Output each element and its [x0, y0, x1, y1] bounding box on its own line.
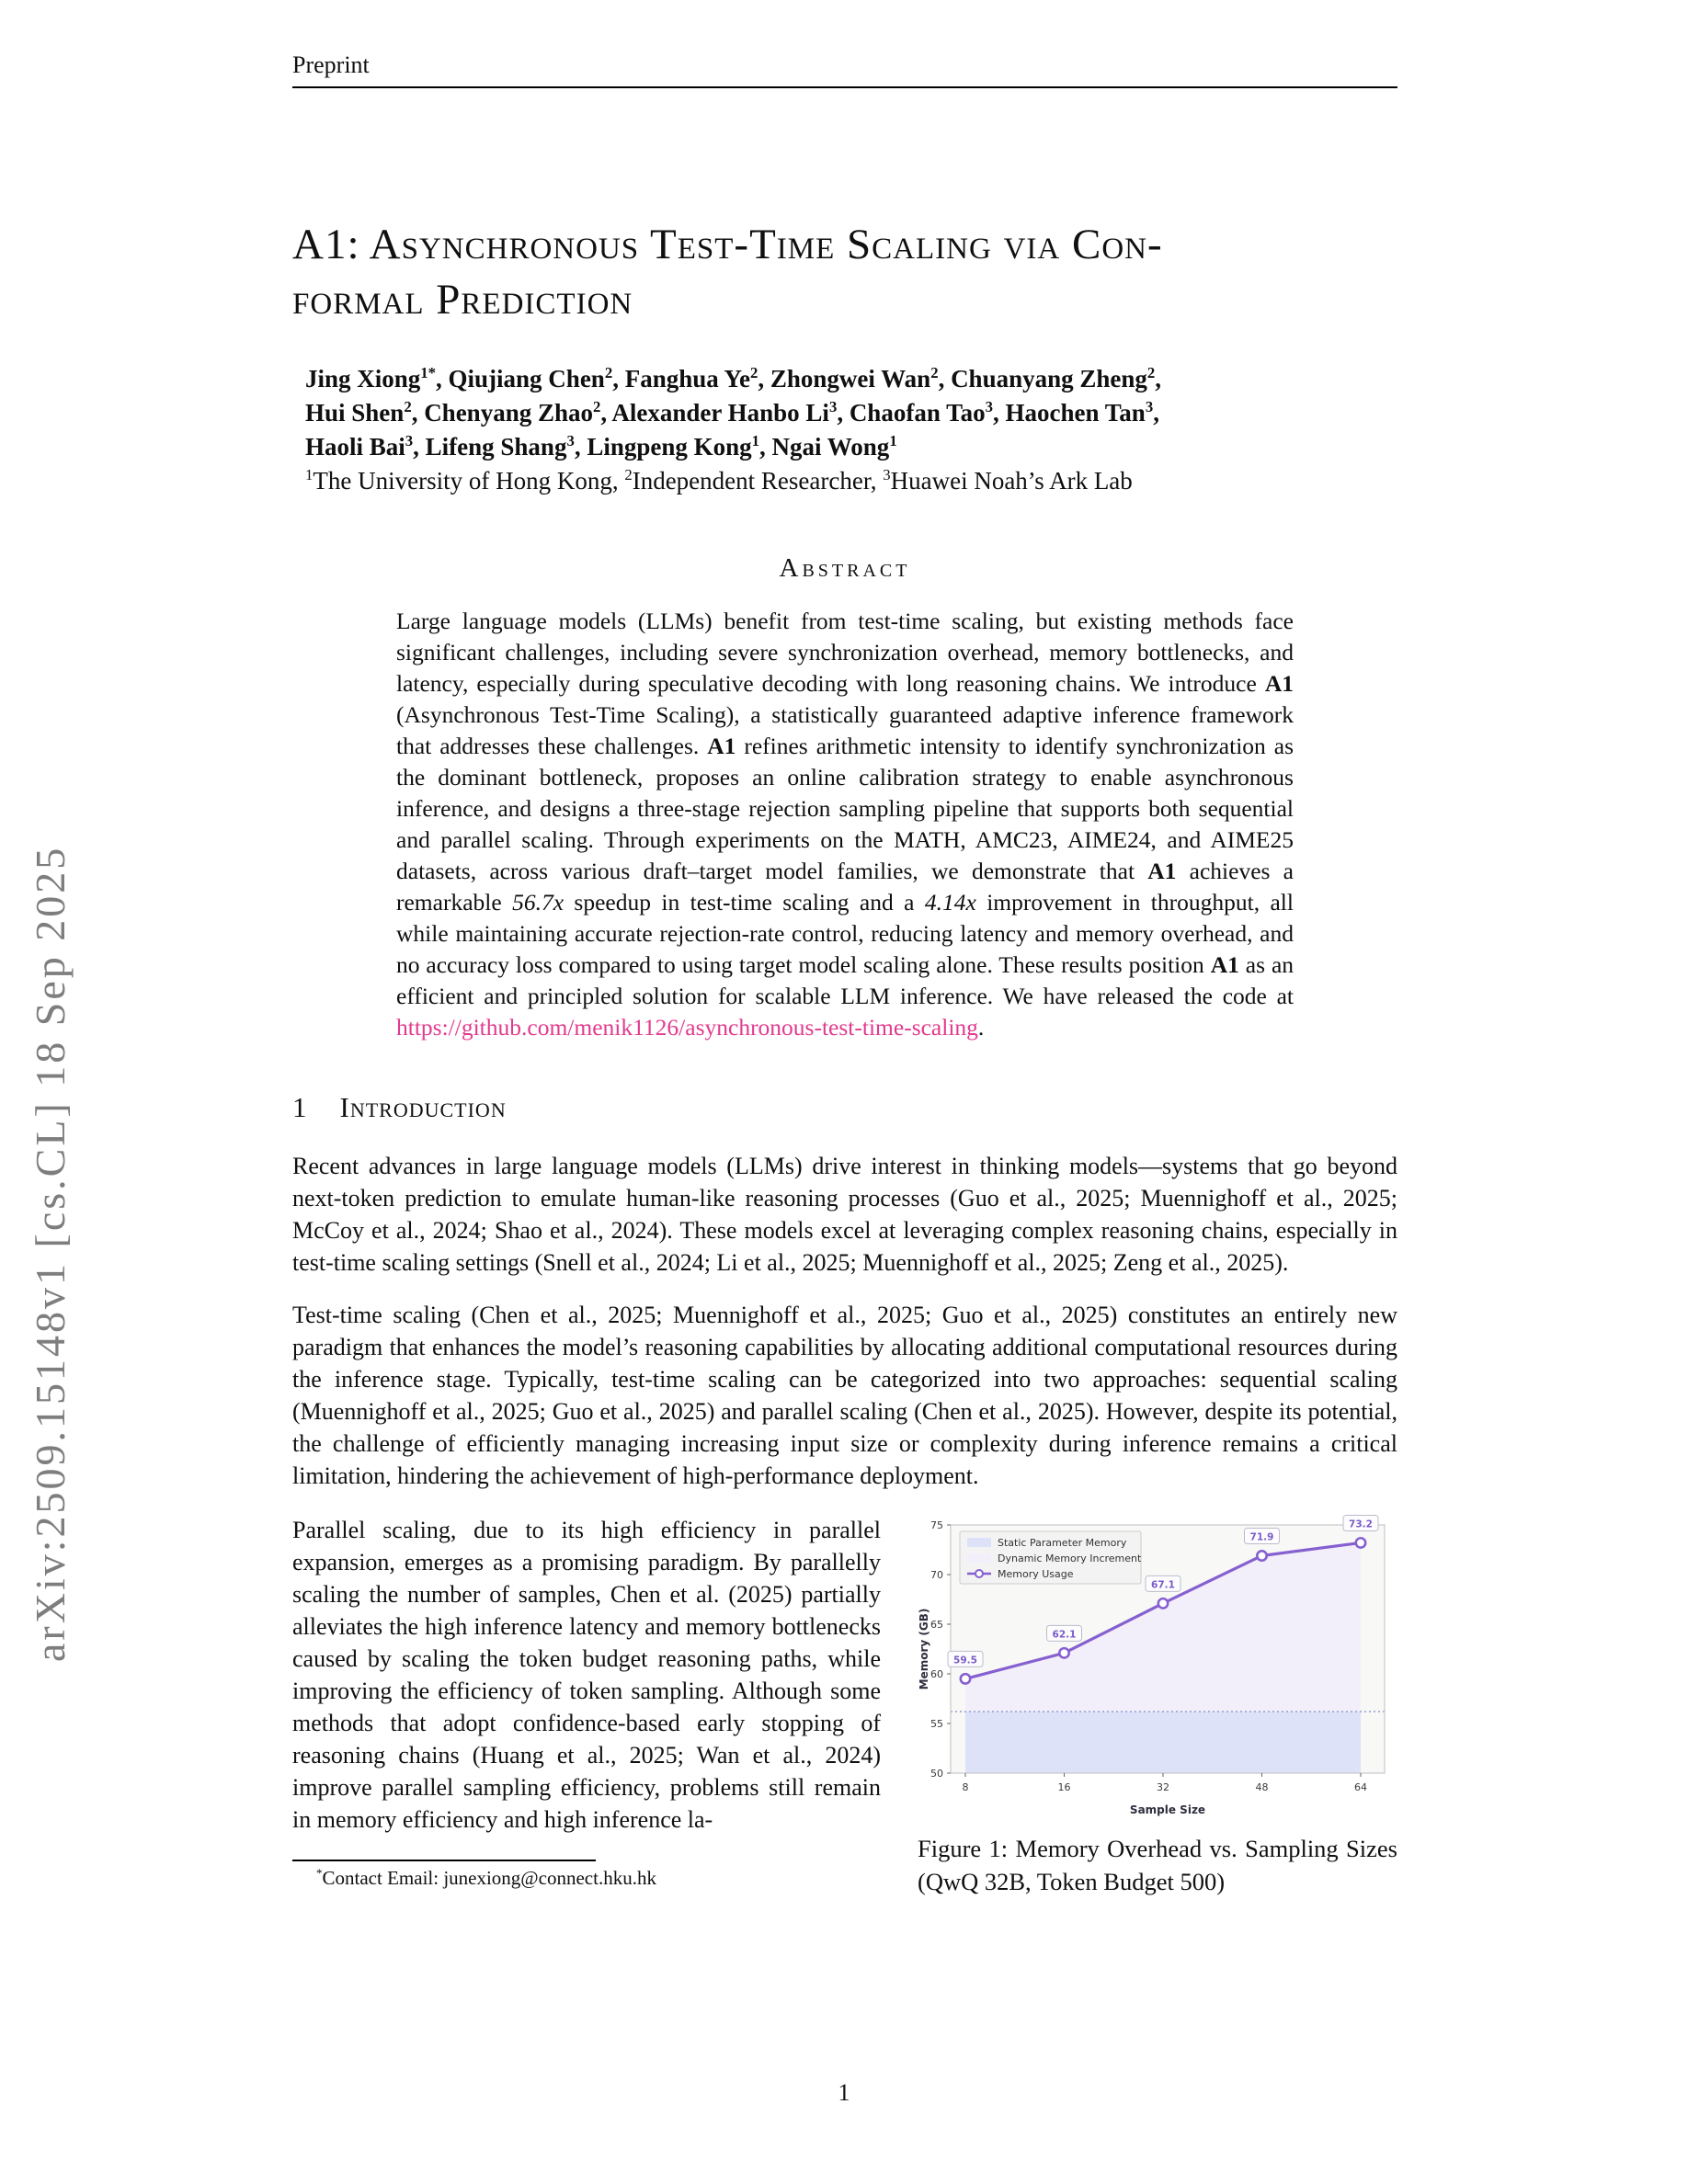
svg-text:48: 48: [1255, 1781, 1269, 1793]
author-block: [305, 362, 1397, 498]
content: [292, 156, 1397, 1898]
svg-text:62.1: 62.1: [1052, 1629, 1077, 1641]
svg-text:71.9: 71.9: [1249, 1531, 1274, 1543]
svg-text:55: 55: [930, 1718, 943, 1730]
svg-text:16: 16: [1057, 1781, 1071, 1793]
affiliation-line: $^1$The University of Hong Kong, $^2$Independent Researcher, $^3$Huawei Noah’s Ark Lab: [305, 466, 1133, 495]
author-line-2: Hui Shen$^2$, Chenyang Zhao$^2$, Alexander Hanbo Li$^3$, Chaofan Tao$^3$, Haochen Tan$^3$,: [305, 398, 1159, 427]
author-line-1: Jing Xiong$^{1*}$, Qiujiang Chen$^2$, Fanghua Ye$^2$, Zhongwei Wan$^2$, Chuanyang Zheng$^2$,: [305, 364, 1162, 392]
preprint-label: Preprint: [292, 51, 370, 78]
svg-text:Memory (GB): Memory (GB): [918, 1608, 930, 1690]
svg-text:73.2: 73.2: [1349, 1519, 1373, 1530]
svg-text:Sample Size: Sample Size: [1129, 1803, 1206, 1816]
intro-paragraph-3: Parallel scaling, due to its high efficiency in parallel expansion, emerges as a promising paradigm. By parallelly scaling the number of samples, Chen et al. (2025) partially alleviates the high inference latency and memory bottlenecks caused by scaling the token budget reasoning paths, while improving the efficiency of token sampling. Although some methods that adopt confidence-based early stopping of reasoning chains (Huang et al., 2025; Wan et al., 2024) improve parallel sampling efficiency, problems still remain in memory efficiency and high inference la-: [292, 1517, 881, 1833]
svg-text:Static Parameter Memory: Static Parameter Memory: [998, 1537, 1127, 1549]
page-number: 1: [838, 2079, 850, 2106]
svg-text:Dynamic Memory Increment: Dynamic Memory Increment: [998, 1553, 1142, 1564]
section-number: 1: [292, 1091, 307, 1123]
svg-text:8: 8: [962, 1781, 969, 1793]
svg-text:64: 64: [1354, 1781, 1367, 1793]
svg-text:65: 65: [930, 1619, 943, 1631]
footnote-rule: [292, 1860, 596, 1861]
paper-title: [292, 217, 1397, 327]
svg-text:70: 70: [930, 1569, 943, 1581]
right-column: [918, 1514, 1397, 1898]
abstract-text: Large language models (LLMs) benefit from test-time scaling, but existing methods face significant challenges, including severe synchronization overhead, memory bottlenecks, and latency, especially during speculative decoding with long reasoning chains. We introduce A1 (Asynchronous Test-Time Scaling), a statistically guaranteed adaptive inference framework that addresses these challenges. A1 refines arithmetic intensity to identify synchronization as the dominant bottleneck, proposes an online calibration strategy to enable asynchronous inference, and designs a three-stage rejection sampling pipeline that supports both sequential and parallel scaling. Through experiments on the MATH, AMC23, AIME24, and AIME25 datasets, across various draft–target model families, we demonstrate that A1 achieves a remarkable 56.7x speedup in test-time scaling and a 4.14x improvement in throughput, all while maintaining accurate rejection-rate control, reducing latency and memory overhead, and no accuracy loss compared to using target model scaling alone. These results position A1 as an efficient and principled solution for scalable LLM inference. We have released the code at https://github.com/menik1126/asynchronous-test-time-scaling.: [396, 608, 1295, 1041]
title-line-1: A1: Asynchronous Test-Time Scaling via Con-: [292, 221, 1163, 268]
svg-text:75: 75: [930, 1519, 943, 1531]
intro-paragraph-2: Test-time scaling (Chen et al., 2025; Muennighoff et al., 2025; Guo et al., 2025) constitutes an entirely new paradigm that enhances the model’s reasoning capabilities by allocating additional computational resources during the inference stage. Typically, test-time scaling can be categorized into two approaches: sequential scaling (Muennighoff et al., 2025; Guo et al., 2025) and parallel scaling (Chen et al., 2025). However, despite its potential, the challenge of efficiently managing increasing input size or complexity during inference remains a critical limitation, hindering the achievement of high-performance deployment.: [292, 1302, 1397, 1489]
footnote: *Contact Email: junexiong@connect.hku.hk: [316, 1866, 656, 1889]
svg-text:60: 60: [930, 1668, 943, 1680]
left-column: [292, 1514, 881, 1898]
two-column-section: [292, 1514, 1397, 1898]
svg-text:67.1: 67.1: [1151, 1579, 1175, 1591]
svg-text:Memory Usage: Memory Usage: [998, 1568, 1074, 1580]
github-link[interactable]: https://github.com/menik1126/asynchronous-test-time-scaling: [396, 1014, 978, 1041]
author-line-3: Haoli Bai$^3$, Lifeng Shang$^3$, Lingpeng Kong$^1$, Ngai Wong$^1$: [305, 432, 897, 461]
figure-1: [918, 1514, 1397, 1898]
svg-text:50: 50: [930, 1768, 943, 1780]
section-heading-introduction: [292, 1091, 1397, 1124]
title-line-2: formal Prediction: [292, 276, 633, 324]
page-header: [292, 51, 1397, 88]
svg-text:32: 32: [1157, 1781, 1169, 1793]
memory-overhead-chart: [918, 1514, 1397, 1819]
svg-text:59.5: 59.5: [953, 1655, 977, 1666]
figure-1-caption: Figure 1: Memory Overhead vs. Sampling Sizes (QwQ 32B, Token Budget 500): [918, 1835, 1397, 1895]
section-title: Introduction: [339, 1091, 507, 1123]
intro-paragraph-1: Recent advances in large language models (LLMs) drive interest in thinking models—systems that go beyond next-token prediction to emulate human-like reasoning processes (Guo et al., 2025; Muennighoff et al., 2025; McCoy et al., 2024; Shao et al., 2024). These models excel at leveraging complex reasoning chains, especially in test-time scaling settings (Snell et al., 2024; Li et al., 2025; Muennighoff et al., 2025; Zeng et al., 2025).: [292, 1153, 1397, 1276]
arxiv-watermark: arXiv:2509.15148v1 [cs.CL] 18 Sep 2025: [27, 845, 74, 1662]
abstract-heading: Abstract: [779, 553, 911, 583]
